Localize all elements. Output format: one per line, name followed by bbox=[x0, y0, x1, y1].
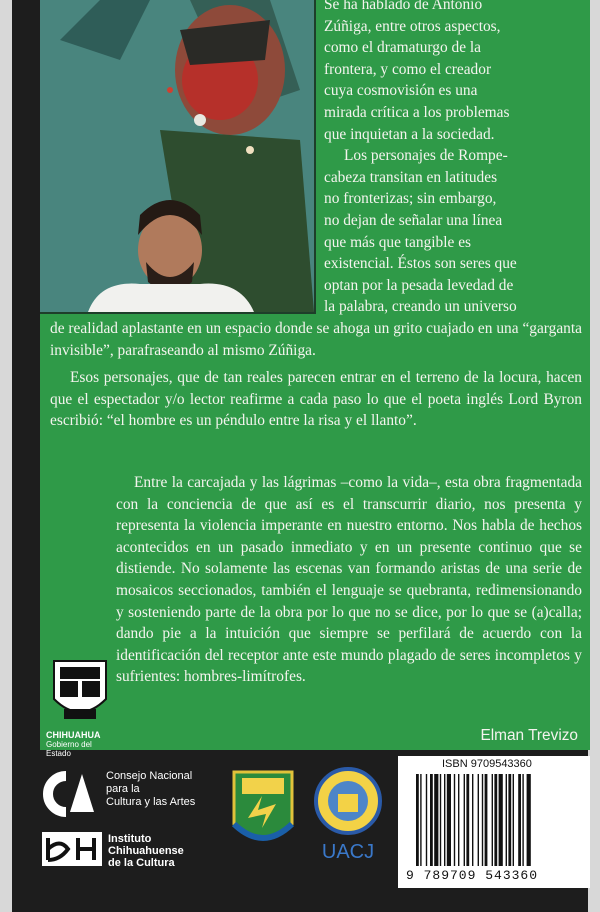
barcode-bar bbox=[464, 774, 465, 866]
chihuahua-label: CHIHUAHUA bbox=[46, 730, 101, 740]
barcode-bar bbox=[440, 774, 441, 866]
barcode-bar bbox=[444, 774, 445, 866]
ich-icon bbox=[40, 830, 104, 868]
barcode-bars bbox=[398, 774, 590, 870]
line: optan por la pesada levedad de bbox=[324, 276, 514, 294]
conaculta-logo bbox=[40, 768, 96, 818]
line: Se ha hablado de Antonio bbox=[324, 0, 483, 13]
shield-icon bbox=[46, 655, 114, 727]
barcode-box bbox=[398, 756, 590, 888]
line: que inquietan a la sociedad. bbox=[324, 125, 495, 143]
line: Zúñiga, entre otros aspectos, bbox=[324, 17, 501, 35]
line: frontera, y como el creador bbox=[324, 60, 492, 78]
line: existencial. Éstos son seres que bbox=[324, 255, 517, 273]
line: no dejan de señalar una línea bbox=[324, 211, 503, 229]
white-shirt bbox=[88, 284, 254, 312]
barcode-bar bbox=[454, 774, 455, 866]
line: Instituto bbox=[108, 833, 152, 845]
barcode-bar bbox=[420, 774, 421, 866]
line: de la Cultura bbox=[108, 857, 175, 869]
barcode-bar bbox=[478, 774, 479, 866]
line: la palabra, creando un universo bbox=[324, 298, 517, 316]
barcode-bar bbox=[494, 774, 497, 866]
barcode-bar bbox=[466, 774, 469, 866]
conaculta-text bbox=[106, 770, 195, 809]
paragraph-continuation: de realidad aplastante en un espacio donde se ahoga un grito cuajado en una “garganta invisible”, parafraseando al mismo Zúñiga. bbox=[50, 320, 582, 359]
line: mirada crítica a los problemas bbox=[324, 103, 510, 121]
barcode-bar bbox=[499, 774, 503, 866]
barcode-bar bbox=[458, 774, 459, 866]
left-edge bbox=[0, 0, 12, 912]
paragraph-carcajada: Entre la carcajada y las lágrimas –como la vida–, esta obra fragmentada con la conciencia de que así es el transcurrir diario, nos presenta y representa la violencia imperante en nuestro entorno. Nos habla de hechos acontecidos en un pasado inmediato y en un presente continuo que se distiende. No solamente las escenas van formando aristas de una serie de mosaicos seccionados, también el lenguaje se quebranta, redimensionando y sosteniendo parte de la obra por lo que no se dice, por lo que se (a)calla; dando pie a la intuición que siempre se perfilará de acuerdo con la identificación del receptor ante este mundo plagado de seres incompletos y sufrientes: hombres-limítrofes. bbox=[116, 474, 582, 686]
uach-logo bbox=[228, 768, 298, 852]
ca-icon bbox=[40, 768, 96, 818]
barcode-bar bbox=[522, 774, 523, 866]
barcode-bar bbox=[492, 774, 493, 866]
barcode-bar bbox=[506, 774, 507, 866]
author-photo bbox=[40, 0, 316, 314]
body-text-right-column bbox=[324, 0, 580, 318]
barcode-bar bbox=[513, 774, 514, 866]
line: Consejo Nacional bbox=[106, 770, 193, 782]
barcode-bar bbox=[434, 774, 438, 866]
ich-text bbox=[108, 833, 184, 869]
body-text-full bbox=[50, 318, 582, 432]
ich-logo bbox=[40, 830, 104, 868]
barcode-bar bbox=[430, 774, 433, 866]
line: no fronterizas; sin embargo, bbox=[324, 190, 497, 208]
uach-crest-icon bbox=[228, 768, 298, 852]
line: como el dramaturgo de la bbox=[324, 39, 481, 57]
line: cuya cosmovisión es una bbox=[324, 82, 478, 100]
barcode-bar bbox=[416, 774, 419, 866]
chihuahua-logo bbox=[46, 655, 114, 758]
gobierno-label: Gobierno del Estado bbox=[46, 740, 92, 758]
barcode-bar bbox=[472, 774, 473, 866]
line: que más que tangible es bbox=[324, 233, 472, 251]
line: Cultura y las Artes bbox=[106, 796, 196, 808]
paragraph-byron: Esos personajes, que de tan reales parecen entrar en el terreno de la locura, hacen que el espectador y/o lector reafirme a cada paso lo que el poeta inglés Lord Byron escribió: “el hombre es un péndulo entre la risa y el llanto”. bbox=[50, 369, 582, 430]
line: cabeza transitan en latitudes bbox=[324, 168, 498, 186]
barcode-bar bbox=[527, 774, 531, 866]
body-text-lower bbox=[116, 472, 582, 688]
barcode-bar bbox=[485, 774, 488, 866]
signature: Elman Trevizo bbox=[480, 727, 578, 744]
barcode-bar bbox=[447, 774, 451, 866]
line: Chihuahuense bbox=[108, 845, 184, 857]
line: Los personajes de Rompe- bbox=[344, 147, 508, 165]
line: para la bbox=[106, 783, 140, 795]
uacj-label: UACJ bbox=[321, 841, 375, 863]
barcode-bar bbox=[482, 774, 483, 866]
painting-illustration bbox=[40, 0, 314, 312]
barcode-bar bbox=[518, 774, 521, 866]
isbn-digits: 9 789709 543360 bbox=[406, 868, 539, 883]
uacj-seal-icon bbox=[306, 766, 390, 836]
uacj-logo bbox=[306, 766, 390, 863]
isbn-label: ISBN 9709543360 bbox=[442, 758, 532, 770]
barcode-bar bbox=[508, 774, 511, 866]
barcode-bar bbox=[426, 774, 427, 866]
